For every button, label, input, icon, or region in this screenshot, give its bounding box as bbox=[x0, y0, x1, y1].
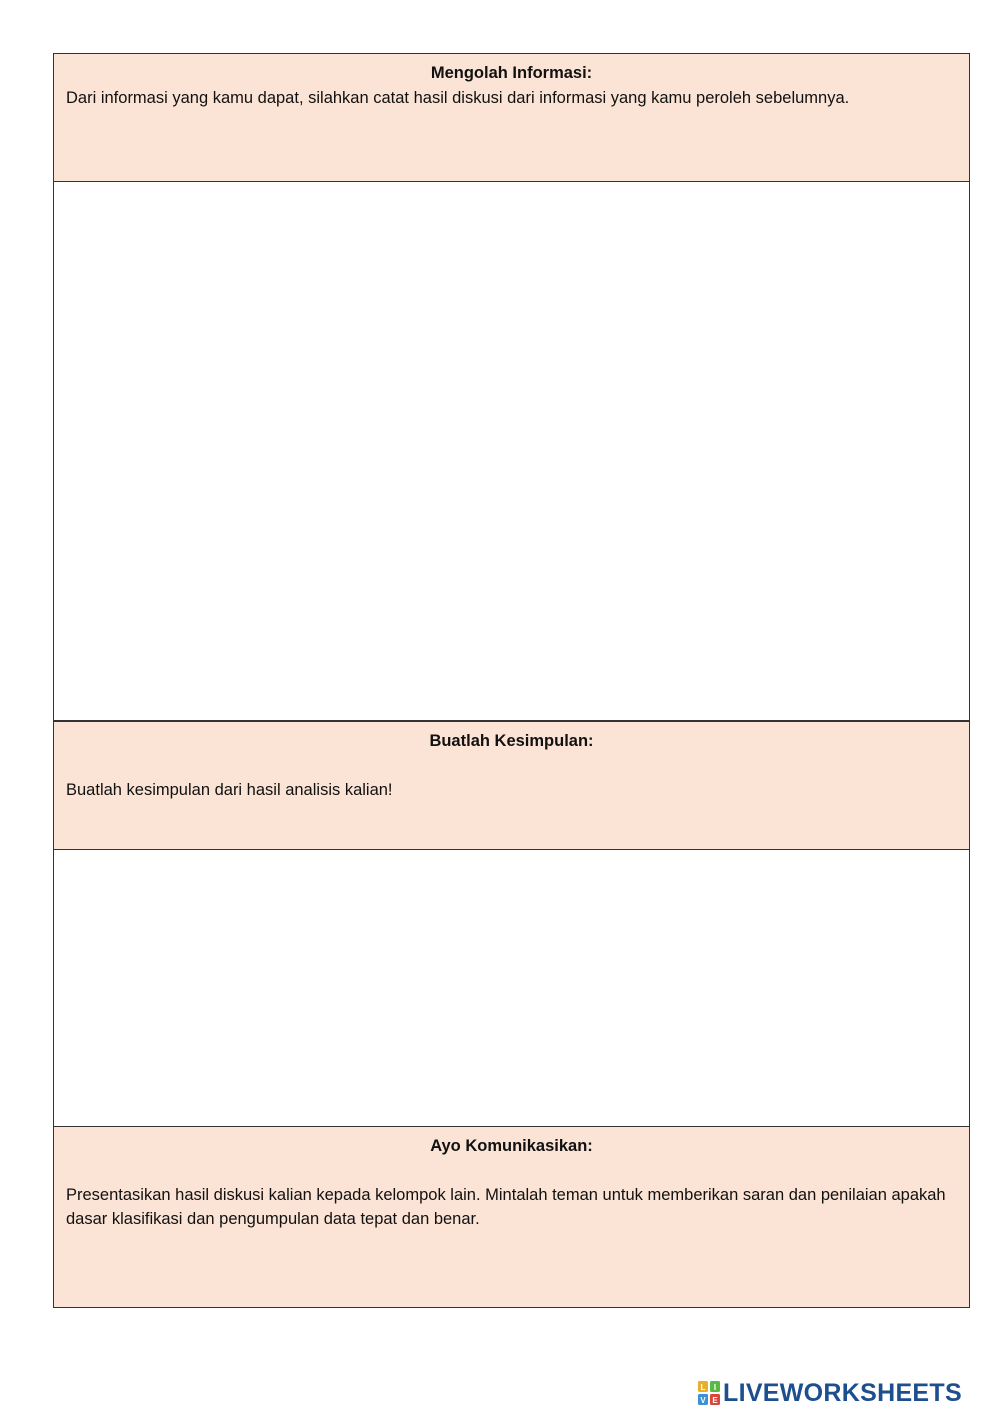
ayo-komunikasikan-title: Ayo Komunikasikan: bbox=[430, 1137, 593, 1155]
worksheet-table bbox=[53, 53, 970, 1308]
liveworksheets-logo-icon bbox=[698, 1381, 720, 1405]
buatlah-kesimpulan-header bbox=[54, 721, 969, 850]
buatlah-kesimpulan-title: Buatlah Kesimpulan: bbox=[429, 732, 594, 750]
buatlah-kesimpulan-instruction: Buatlah kesimpulan dari hasil analisis kalian! bbox=[66, 781, 393, 799]
mengolah-informasi-instruction: Dari informasi yang kamu dapat, silahkan catat hasil diskusi dari informasi yang kamu peroleh sebelumnya. bbox=[66, 89, 850, 107]
buatlah-kesimpulan-answer-box bbox=[54, 850, 969, 1127]
mengolah-informasi-header bbox=[54, 54, 969, 182]
svg-text:V: V bbox=[700, 1396, 706, 1405]
svg-text:L: L bbox=[700, 1383, 706, 1392]
ayo-komunikasikan-section bbox=[54, 1127, 969, 1307]
liveworksheets-logo-text: LIVEWORKSHEETS bbox=[723, 1379, 962, 1407]
mengolah-informasi-title: Mengolah Informasi: bbox=[430, 64, 593, 82]
svg-text:E: E bbox=[712, 1396, 718, 1405]
ayo-komunikasikan-instruction: Presentasikan hasil diskusi kalian kepada kelompok lain. Mintalah teman untuk memberikan saran dan penilaian apakah dasar klasifikasi dan pengumpulan data tepat dan benar. bbox=[66, 1186, 946, 1228]
liveworksheets-logo bbox=[698, 1378, 962, 1408]
svg-text:I: I bbox=[713, 1383, 717, 1392]
buatlah-kesimpulan-answer-area[interactable] bbox=[54, 850, 969, 1126]
mengolah-informasi-answer-box bbox=[54, 182, 969, 721]
mengolah-informasi-answer-area[interactable] bbox=[54, 182, 969, 720]
